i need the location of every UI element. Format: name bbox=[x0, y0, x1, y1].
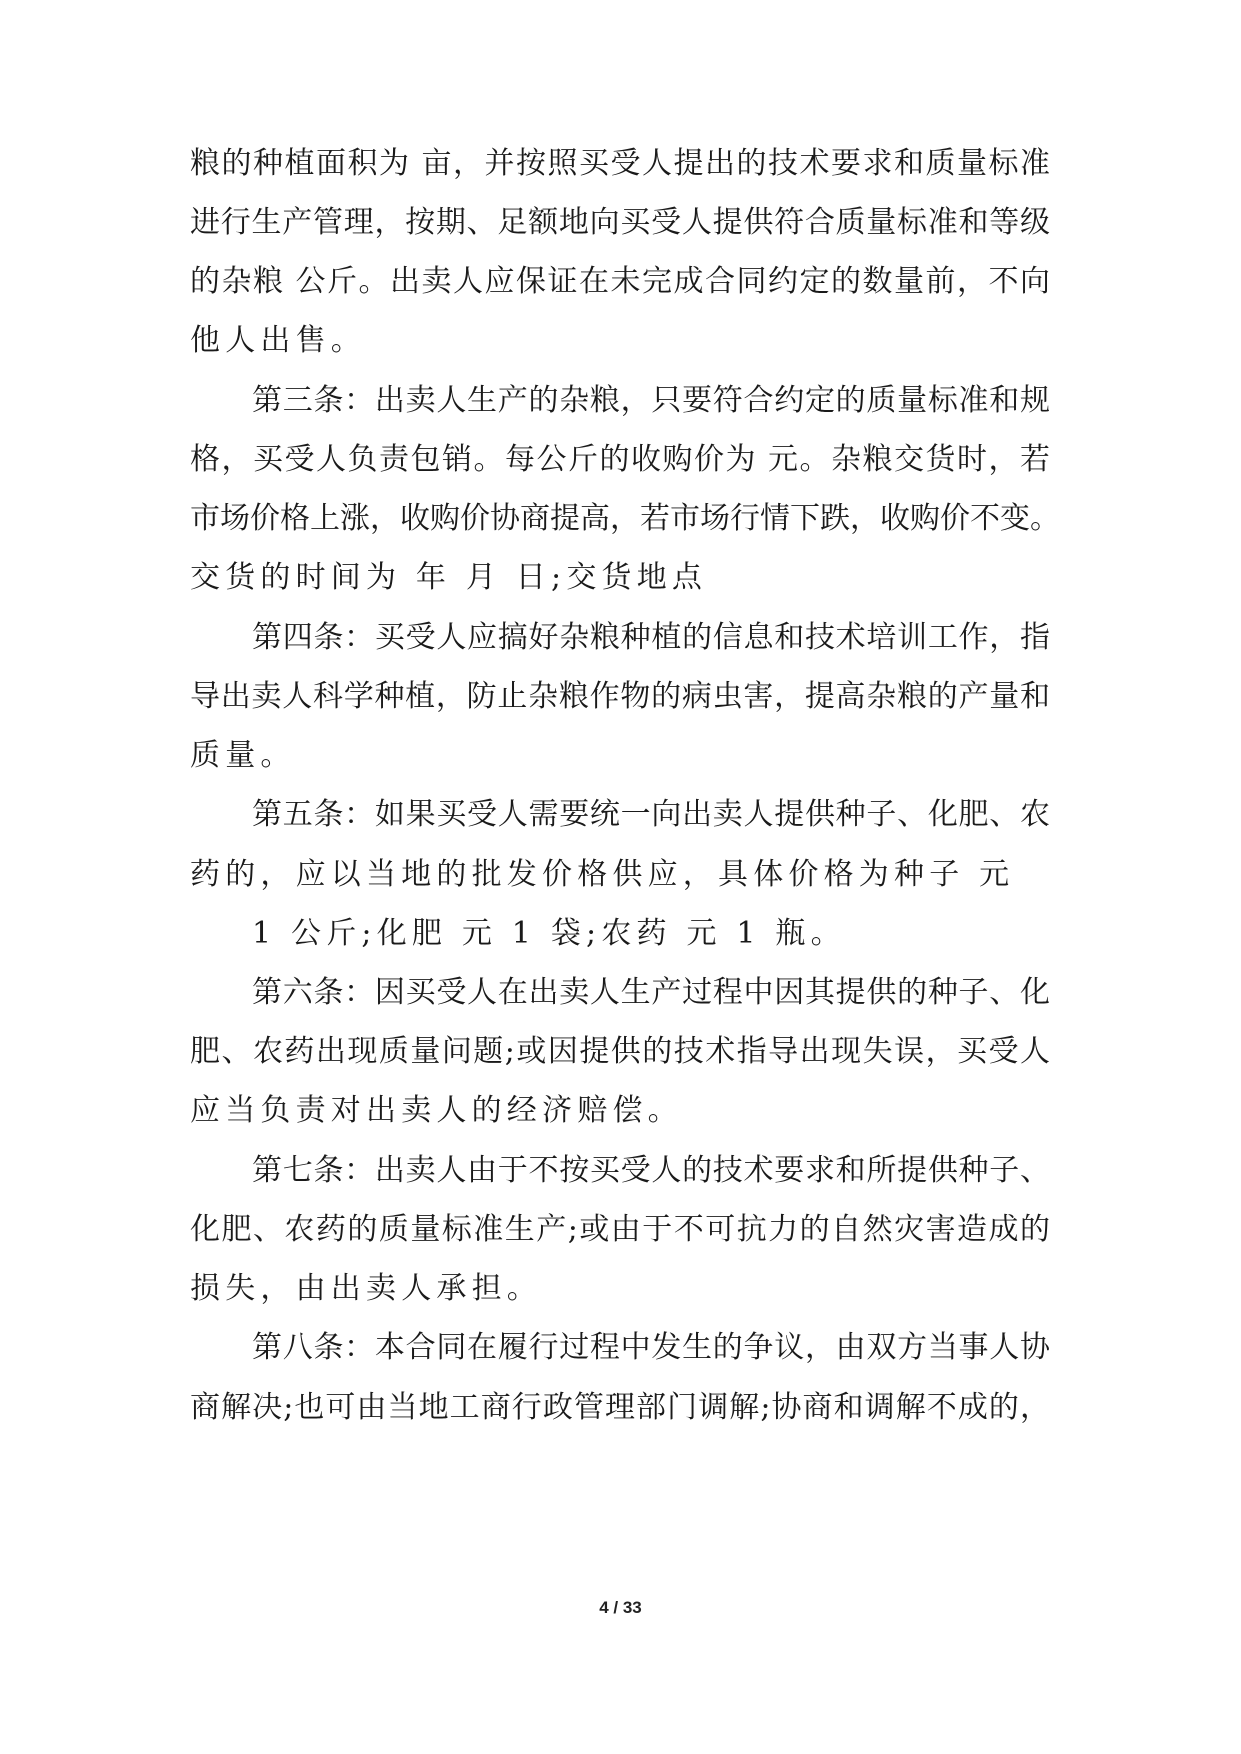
text-line: 导出卖人科学种植，防止杂粮作物的病虫害，提高杂粮的产量和 bbox=[190, 679, 1050, 714]
text-line: 应当负责对出卖人的经济赔偿。 bbox=[190, 1093, 683, 1128]
text-line: 交货的时间为 年 月 日;交货地点 bbox=[190, 560, 708, 595]
article-5-first-line: 第五条：如果买受人需要统一向出卖人提供种子、化肥、农 bbox=[252, 797, 1050, 832]
article-3-first-line: 第三条：出卖人生产的杂粮，只要符合约定的质量标准和规 bbox=[252, 383, 1050, 418]
text-line: 市场价格上涨，收购价协商提高，若市场行情下跌，收购价不变。 bbox=[190, 501, 1060, 536]
text-line: 的杂粮 公斤。出卖人应保证在未完成合同约定的数量前，不向 bbox=[190, 264, 1050, 299]
text-line: 药的，应以当地的批发价格供应，具体价格为种子 元 bbox=[190, 857, 1015, 892]
page-number: 4 / 33 bbox=[599, 1598, 642, 1617]
article-8-first-line: 第八条：本合同在履行过程中发生的争议，由双方当事人协 bbox=[252, 1330, 1050, 1365]
text-line: 商解决;也可由当地工商行政管理部门调解;协商和调解不成的， bbox=[190, 1390, 1050, 1425]
article-4-first-line: 第四条：买受人应搞好杂粮种植的信息和技术培训工作，指 bbox=[252, 620, 1050, 655]
text-line: 1 公斤;化肥 元 1 袋;农药 元 1 瓶。 bbox=[252, 916, 846, 951]
text-line: 粮的种植面积为 亩，并按照买受人提出的技术要求和质量标准 bbox=[190, 146, 1050, 181]
text-line: 进行生产管理，按期、足额地向买受人提供符合质量标准和等级 bbox=[190, 205, 1050, 240]
text-line: 格，买受人负责包销。每公斤的收购价为 元。杂粮交货时，若 bbox=[190, 442, 1050, 477]
text-line: 他人出售。 bbox=[190, 323, 366, 358]
text-line: 化肥、农药的质量标准生产;或由于不可抗力的自然灾害造成的 bbox=[190, 1212, 1050, 1247]
text-line: 肥、农药出现质量问题;或因提供的技术指导出现失误，买受人 bbox=[190, 1034, 1050, 1069]
text-line: 质量。 bbox=[190, 738, 296, 773]
article-7-first-line: 第七条：出卖人由于不按买受人的技术要求和所提供种子、 bbox=[252, 1153, 1050, 1188]
text-line: 损失，由出卖人承担。 bbox=[190, 1271, 542, 1306]
article-6-first-line: 第六条：因买受人在出卖人生产过程中因其提供的种子、化 bbox=[252, 975, 1050, 1010]
